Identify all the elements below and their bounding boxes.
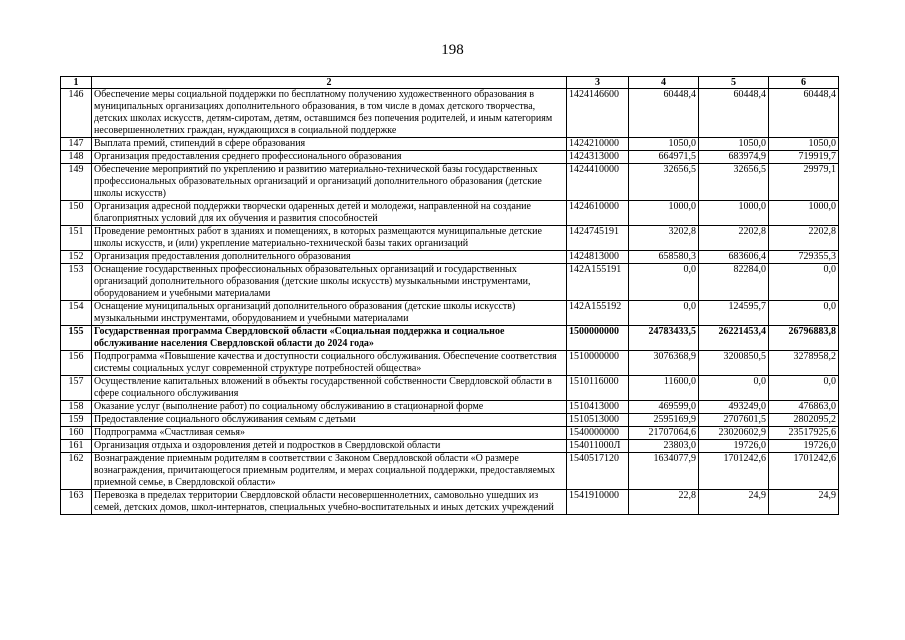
row-description: Обеспечение меры социальной поддержки по бесплатному получению художественного образования в муниципальных организациях дополнительного образования, в том числе в домах детского творчества, детских школах искусств, детям-сиротам, детям, оставшимся без попечения родителей, и иным категориям несовершеннолетних граждан, нуждающихся в социальной поддержке (92, 89, 567, 138)
row-value-2026: 2802095,2 (769, 414, 839, 427)
row-number: 155 (61, 326, 92, 351)
row-value-2025: 60448,4 (699, 89, 769, 138)
row-description: Оснащение государственных профессиональных образовательных организаций и государственных организаций дополнительного образования (детские школы искусств) музыкальными инструментами, оборудованием и учебными материалами (92, 264, 567, 301)
row-number: 163 (61, 490, 92, 515)
row-code: 1510413000 (567, 401, 629, 414)
row-number: 154 (61, 301, 92, 326)
table-row (61, 251, 839, 264)
row-value-2026: 1050,0 (769, 138, 839, 151)
row-number: 157 (61, 376, 92, 401)
row-number: 149 (61, 164, 92, 201)
row-description: Оснащение муниципальных организаций дополнительного образования (детские школы искусств) музыкальными инструментами, оборудованием и учебными материалами (92, 301, 567, 326)
row-description: Подпрограмма «Повышение качества и доступности социального обслуживания. Обеспечение соответствия системы социальных услуг современной структуре потребностей общества» (92, 351, 567, 376)
row-value-2024: 23803,0 (629, 440, 699, 453)
row-number: 152 (61, 251, 92, 264)
row-value-2025: 493249,0 (699, 401, 769, 414)
table-row (61, 414, 839, 427)
row-code: 142A155191 (567, 264, 629, 301)
row-value-2025: 124595,7 (699, 301, 769, 326)
budget-table (60, 76, 839, 515)
row-number: 150 (61, 201, 92, 226)
row-value-2025: 2202,8 (699, 226, 769, 251)
column-header: 4 (629, 77, 699, 89)
row-value-2024: 664971,5 (629, 151, 699, 164)
row-value-2026: 60448,4 (769, 89, 839, 138)
table-row (61, 151, 839, 164)
row-value-2025: 82284,0 (699, 264, 769, 301)
row-value-2026: 29979,1 (769, 164, 839, 201)
table-row (61, 453, 839, 490)
row-description: Предоставление социального обслуживания семьям с детьми (92, 414, 567, 427)
row-code: 1424610000 (567, 201, 629, 226)
table-row (61, 89, 839, 138)
column-header: 5 (699, 77, 769, 89)
row-value-2026: 719919,7 (769, 151, 839, 164)
row-description: Вознаграждение приемным родителям в соответствии с Законом Свердловской области «О размере вознаграждения, причитающегося приемным родителям, и мерах социальной поддержки, предоставляемых приемной семье, в Свердловской области» (92, 453, 567, 490)
row-description: Подпрограмма «Счастливая семья» (92, 427, 567, 440)
row-value-2024: 32656,5 (629, 164, 699, 201)
row-description: Осуществление капитальных вложений в объекты государственной собственности Свердловской области в сфере социального обслуживания (92, 376, 567, 401)
row-value-2025: 683606,4 (699, 251, 769, 264)
row-value-2026: 1000,0 (769, 201, 839, 226)
row-number: 147 (61, 138, 92, 151)
row-number: 151 (61, 226, 92, 251)
row-description: Выплата премий, стипендий в сфере образования (92, 138, 567, 151)
row-code: 1541910000 (567, 490, 629, 515)
row-value-2025: 26221453,4 (699, 326, 769, 351)
row-value-2024: 11600,0 (629, 376, 699, 401)
table-row (61, 427, 839, 440)
table-row (61, 351, 839, 376)
table-row (61, 138, 839, 151)
row-code: 1510116000 (567, 376, 629, 401)
row-description: Организация предоставления дополнительного образования (92, 251, 567, 264)
row-code: 1424210000 (567, 138, 629, 151)
row-value-2025: 1000,0 (699, 201, 769, 226)
row-description: Оказание услуг (выполнение работ) по социальному обслуживанию в стационарной форме (92, 401, 567, 414)
row-number: 148 (61, 151, 92, 164)
row-value-2025: 0,0 (699, 376, 769, 401)
row-value-2024: 2595169,9 (629, 414, 699, 427)
row-code: 1540000000 (567, 427, 629, 440)
table-row (61, 301, 839, 326)
row-number: 162 (61, 453, 92, 490)
row-value-2026: 476863,0 (769, 401, 839, 414)
row-description: Проведение ремонтных работ в зданиях и помещениях, в которых размещаются муниципальные детские школы искусств, и (или) укрепление материально-технической базы таких организаций (92, 226, 567, 251)
row-value-2026: 24,9 (769, 490, 839, 515)
row-number: 158 (61, 401, 92, 414)
row-value-2026: 3278958,2 (769, 351, 839, 376)
table-row (61, 490, 839, 515)
row-code: 1510000000 (567, 351, 629, 376)
row-code: 1500000000 (567, 326, 629, 351)
row-value-2024: 3202,8 (629, 226, 699, 251)
row-value-2026: 0,0 (769, 376, 839, 401)
row-code: 1424410000 (567, 164, 629, 201)
row-description: Перевозка в пределах территории Свердловской области несовершеннолетних, самовольно ушедших из семей, детских домов, школ-интернатов, специальных учебно-воспитательных и иных детских учреждений (92, 490, 567, 515)
row-number: 153 (61, 264, 92, 301)
row-value-2024: 24783433,5 (629, 326, 699, 351)
row-value-2024: 60448,4 (629, 89, 699, 138)
row-value-2026: 26796883,8 (769, 326, 839, 351)
table-row (61, 264, 839, 301)
table-row (61, 440, 839, 453)
table-row (61, 226, 839, 251)
column-header: 3 (567, 77, 629, 89)
row-number: 161 (61, 440, 92, 453)
row-value-2026: 23517925,6 (769, 427, 839, 440)
row-code: 1424813000 (567, 251, 629, 264)
row-code: 1424745191 (567, 226, 629, 251)
row-description: Организация предоставления среднего профессионального образования (92, 151, 567, 164)
column-header: 6 (769, 77, 839, 89)
row-value-2025: 23020602,9 (699, 427, 769, 440)
row-value-2024: 1050,0 (629, 138, 699, 151)
row-value-2025: 19726,0 (699, 440, 769, 453)
row-code: 142A155192 (567, 301, 629, 326)
row-value-2024: 0,0 (629, 301, 699, 326)
row-description: Государственная программа Свердловской области «Социальная поддержка и социальное обслуживание населения Свердловской области до 2024 года» (92, 326, 567, 351)
row-code: 1540517120 (567, 453, 629, 490)
table-row (61, 376, 839, 401)
row-value-2026: 19726,0 (769, 440, 839, 453)
row-value-2026: 1701242,6 (769, 453, 839, 490)
row-value-2026: 2202,8 (769, 226, 839, 251)
row-value-2024: 22,8 (629, 490, 699, 515)
row-number: 160 (61, 427, 92, 440)
row-value-2024: 1000,0 (629, 201, 699, 226)
row-value-2025: 3200850,5 (699, 351, 769, 376)
column-header: 1 (61, 77, 92, 89)
row-value-2026: 729355,3 (769, 251, 839, 264)
row-description: Обеспечение мероприятий по укреплению и развитию материально-технической базы государственных профессиональных образовательных организаций и организаций дополнительного образования (детские школы искусств) (92, 164, 567, 201)
row-value-2024: 3076368,9 (629, 351, 699, 376)
table-row (61, 326, 839, 351)
row-value-2026: 0,0 (769, 264, 839, 301)
row-value-2025: 2707601,5 (699, 414, 769, 427)
row-code: 1510513000 (567, 414, 629, 427)
column-header: 2 (92, 77, 567, 89)
row-value-2026: 0,0 (769, 301, 839, 326)
table-row (61, 401, 839, 414)
table-row (61, 164, 839, 201)
row-value-2025: 683974,9 (699, 151, 769, 164)
row-value-2024: 469599,0 (629, 401, 699, 414)
row-number: 159 (61, 414, 92, 427)
row-value-2024: 21707064,6 (629, 427, 699, 440)
row-value-2024: 0,0 (629, 264, 699, 301)
row-value-2025: 1050,0 (699, 138, 769, 151)
row-description: Организация отдыха и оздоровления детей и подростков в Свердловской области (92, 440, 567, 453)
row-value-2025: 1701242,6 (699, 453, 769, 490)
row-code: 154011000Л (567, 440, 629, 453)
row-value-2025: 24,9 (699, 490, 769, 515)
row-code: 1424313000 (567, 151, 629, 164)
row-description: Организация адресной поддержки творчески одаренных детей и молодежи, направленной на создание благоприятных условий для их обучения и развития способностей (92, 201, 567, 226)
row-number: 146 (61, 89, 92, 138)
row-number: 156 (61, 351, 92, 376)
row-code: 1424146600 (567, 89, 629, 138)
row-value-2025: 32656,5 (699, 164, 769, 201)
row-value-2024: 658580,3 (629, 251, 699, 264)
row-value-2024: 1634077,9 (629, 453, 699, 490)
table-header-row (61, 77, 839, 89)
table-row (61, 201, 839, 226)
page-number: 198 (441, 42, 464, 58)
